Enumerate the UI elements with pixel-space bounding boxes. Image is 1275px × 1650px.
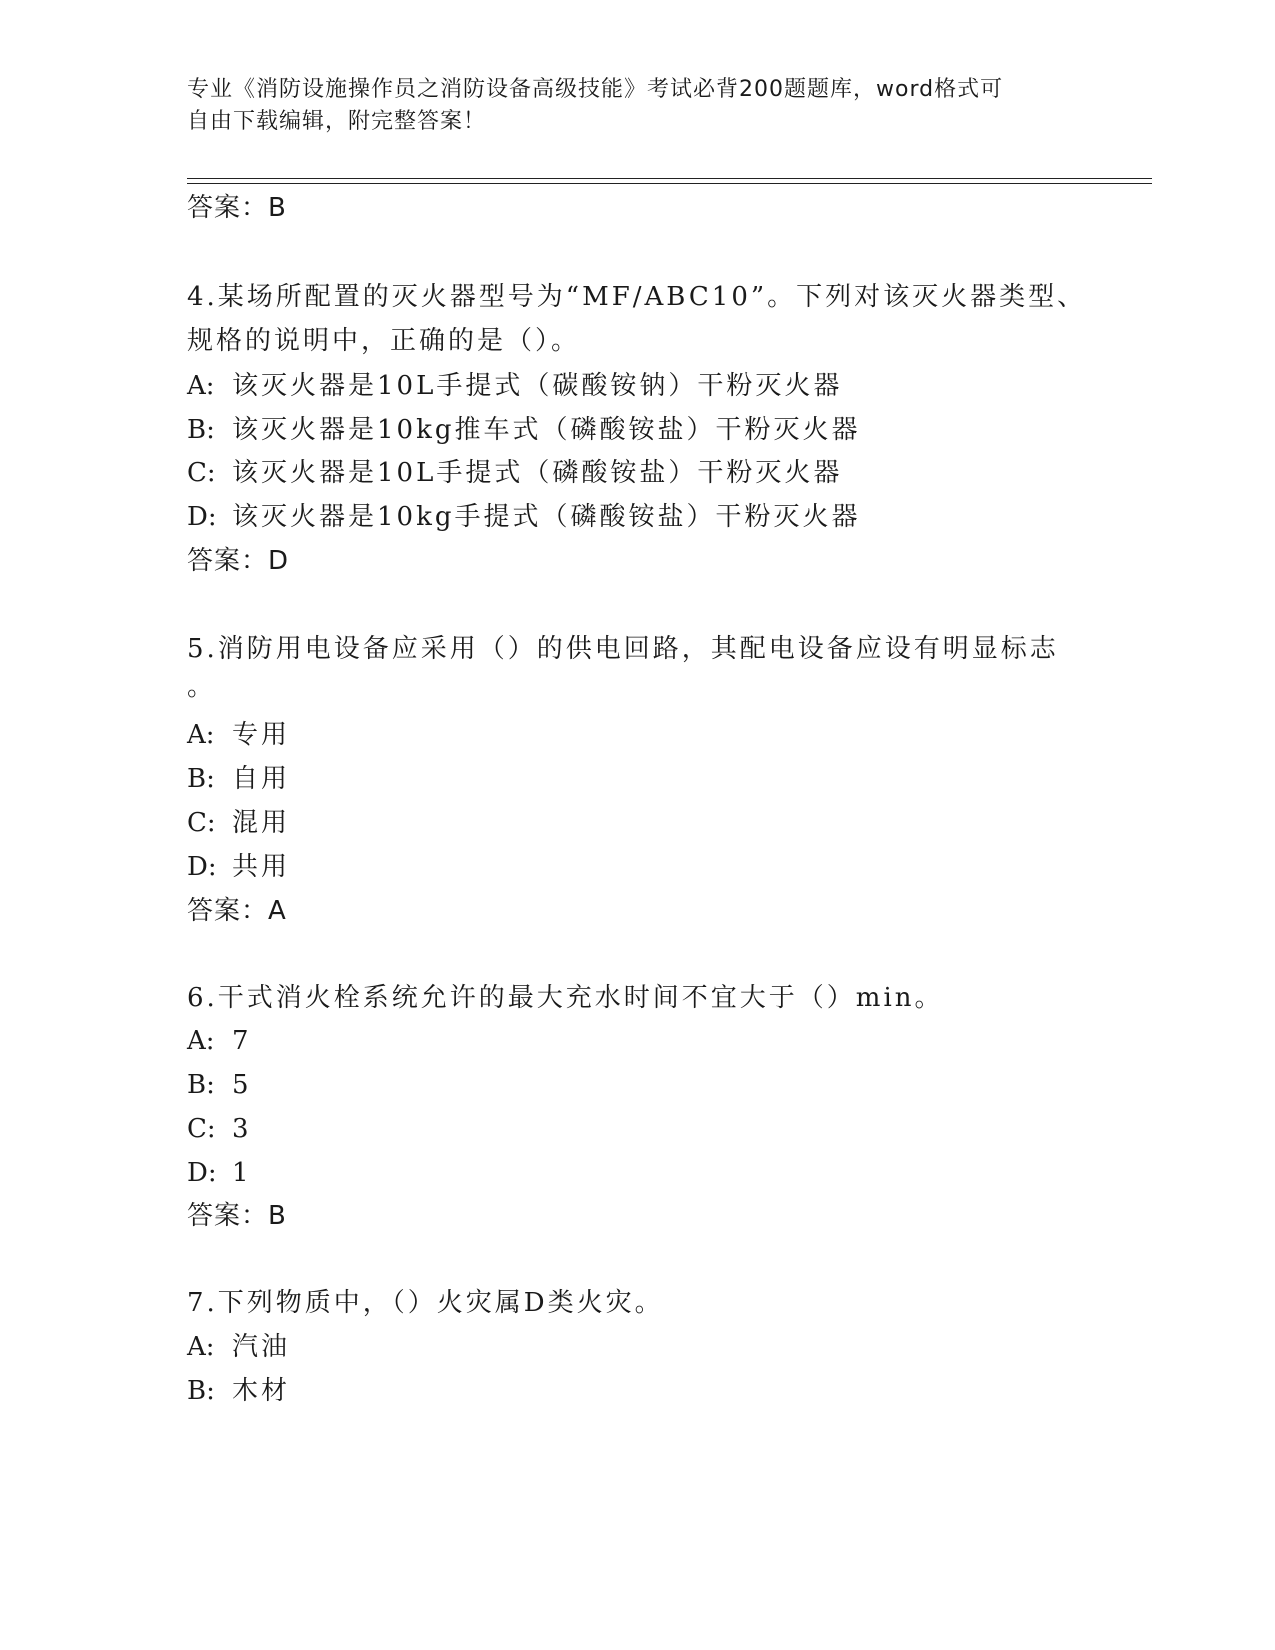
header-line-1: 专业《消防设施操作员之消防设备高级技能》考试必背200题题库，word格式可 bbox=[187, 77, 1004, 102]
answer-3: 答案：B bbox=[187, 193, 287, 223]
option-key: A: bbox=[187, 371, 215, 401]
header-divider-bottom bbox=[187, 183, 1152, 184]
question-5-option-a bbox=[187, 719, 290, 751]
option-text: 5 bbox=[232, 1070, 252, 1100]
option-text: 汽油 bbox=[232, 1332, 291, 1362]
option-key: C: bbox=[187, 1114, 216, 1144]
question-5-text-line-1: 5.消防用电设备应采用（）的供电回路，其配电设备应设有明显标志 bbox=[187, 634, 1059, 664]
question-6-option-a bbox=[187, 1025, 252, 1057]
question-5-option-c bbox=[187, 807, 290, 839]
option-key: A: bbox=[187, 720, 215, 750]
question-7-option-b bbox=[187, 1375, 290, 1407]
answer-5: 答案：A bbox=[187, 896, 287, 926]
option-key: D: bbox=[187, 1158, 217, 1188]
option-text: 该灭火器是10kg手提式（磷酸铵盐）干粉灭火器 bbox=[232, 502, 861, 532]
option-text: 木材 bbox=[232, 1376, 291, 1406]
option-key: B: bbox=[187, 415, 215, 445]
question-6-option-c bbox=[187, 1113, 252, 1145]
question-4-option-a bbox=[187, 370, 842, 402]
option-text: 该灭火器是10L手提式（碳酸铵钠）干粉灭火器 bbox=[232, 371, 843, 401]
question-6-option-d bbox=[187, 1157, 252, 1189]
document-header bbox=[187, 74, 1067, 138]
option-key: D: bbox=[187, 852, 217, 882]
answer-4: 答案：D bbox=[187, 546, 290, 576]
option-key: B: bbox=[187, 764, 215, 794]
question-4-text-line-2: 规格的说明中，正确的是（）。 bbox=[187, 326, 581, 356]
option-key: A: bbox=[187, 1332, 215, 1362]
option-text: 专用 bbox=[232, 720, 291, 750]
header-line-2: 自由下载编辑，附完整答案！ bbox=[187, 109, 487, 134]
question-4-option-b bbox=[187, 414, 860, 446]
question-4-option-d bbox=[187, 501, 860, 533]
option-key: B: bbox=[187, 1376, 215, 1406]
option-text: 混用 bbox=[232, 808, 291, 838]
option-text: 3 bbox=[232, 1114, 252, 1144]
question-6-text-line-1: 6.干式消火栓系统允许的最大充水时间不宜大于（）min。 bbox=[187, 983, 944, 1013]
question-4-text-line-1: 4.某场所配置的灭火器型号为“MF/ABC10”。下列对该灭火器类型、 bbox=[187, 282, 1087, 312]
header-divider-top bbox=[187, 178, 1152, 179]
question-5-option-b bbox=[187, 763, 290, 795]
option-key: A: bbox=[187, 1026, 215, 1056]
question-5-option-d bbox=[187, 851, 290, 883]
option-text: 1 bbox=[232, 1158, 252, 1188]
question-6-option-b bbox=[187, 1069, 252, 1101]
option-text: 共用 bbox=[232, 852, 291, 882]
option-key: C: bbox=[187, 808, 216, 838]
option-text: 该灭火器是10kg推车式（磷酸铵盐）干粉灭火器 bbox=[232, 415, 861, 445]
option-key: B: bbox=[187, 1070, 215, 1100]
answer-6: 答案：B bbox=[187, 1201, 287, 1231]
option-key: D: bbox=[187, 502, 217, 532]
option-key: C: bbox=[187, 458, 216, 488]
option-text: 该灭火器是10L手提式（磷酸铵盐）干粉灭火器 bbox=[232, 458, 843, 488]
option-text: 7 bbox=[232, 1026, 252, 1056]
question-4-option-c bbox=[187, 457, 842, 489]
question-7-option-a bbox=[187, 1331, 290, 1363]
option-text: 自用 bbox=[232, 764, 291, 794]
question-7-text-line-1: 7.下列物质中，（）火灾属D类火灾。 bbox=[187, 1288, 664, 1318]
question-5-text-line-2: 。 bbox=[187, 672, 217, 702]
